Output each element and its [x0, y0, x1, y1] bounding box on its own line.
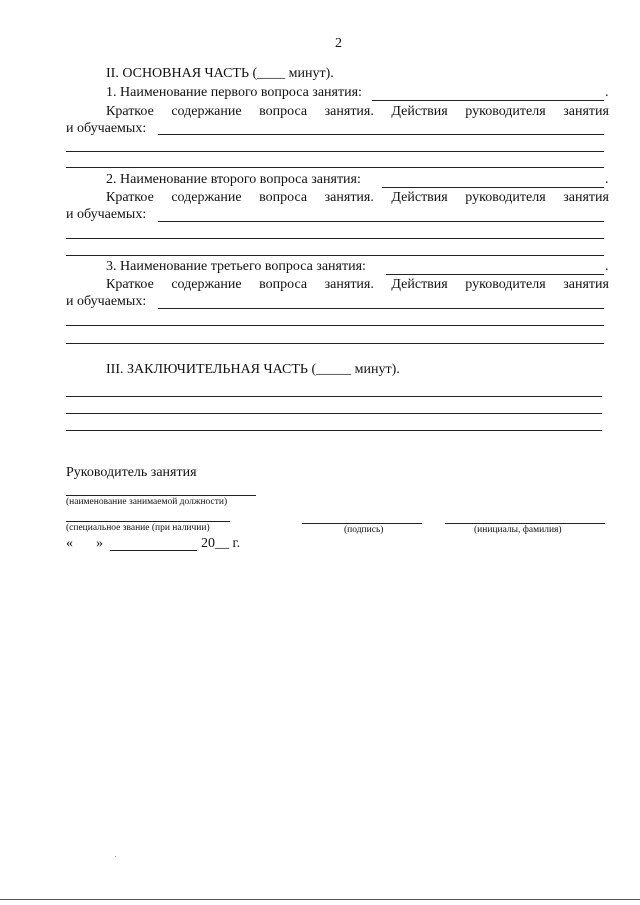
- question-1-content-field-line-2[interactable]: [66, 151, 604, 152]
- question-1-word-4: занятия.: [324, 104, 374, 119]
- final-part-field-line-1[interactable]: [66, 396, 602, 397]
- date-month-field[interactable]: [110, 550, 197, 551]
- question-2-word-3: вопроса: [259, 190, 308, 205]
- signature-title: Руководитель занятия: [66, 465, 197, 480]
- date-open-quote: «: [66, 536, 73, 551]
- question-2-content-field-line-1[interactable]: [158, 221, 604, 222]
- question-2-word-7: занятия: [563, 190, 609, 205]
- question-3-end-mark: .: [605, 259, 609, 274]
- question-2-word-4: занятия.: [324, 190, 374, 205]
- question-3-word-3: вопроса: [259, 277, 308, 292]
- question-2-word-2: содержание: [171, 190, 242, 205]
- question-3-word-7: занятия: [563, 277, 609, 292]
- main-part-heading-prefix: II. ОСНОВНАЯ ЧАСТЬ (: [106, 66, 258, 81]
- date-close-quote: »: [96, 536, 103, 551]
- question-1-word-1: Краткое: [106, 104, 154, 119]
- final-part-heading-prefix: III. ЗАКЛЮЧИТЕЛЬНАЯ ЧАСТЬ (: [106, 362, 317, 377]
- page-bottom-edge: [0, 899, 640, 900]
- main-part-heading-suffix: минут).: [285, 66, 334, 81]
- signature-caption: (подпись): [344, 525, 384, 535]
- question-1-word-6: руководителя: [465, 104, 546, 119]
- question-3-content-field-line-2[interactable]: [66, 325, 604, 326]
- question-1-content-field-line-3[interactable]: [66, 167, 604, 168]
- main-part-heading: [106, 66, 334, 82]
- question-3-word-2: содержание: [171, 277, 242, 292]
- question-1-content-field-line-1[interactable]: [158, 134, 604, 135]
- question-1-word-5: Действия: [391, 104, 448, 119]
- question-1-name-field[interactable]: [372, 100, 604, 101]
- rank-field[interactable]: [66, 521, 230, 522]
- question-2-name-label: 2. Наименование второго вопроса занятия:: [106, 172, 361, 187]
- signature-field[interactable]: [302, 523, 422, 524]
- page-number: 2: [335, 36, 342, 51]
- initials-field[interactable]: [445, 523, 605, 524]
- final-part-minutes-blank[interactable]: _____: [316, 362, 352, 377]
- question-3-name-label: 3. Наименование третьего вопроса занятия:: [106, 259, 366, 274]
- question-3-word-6: руководителя: [465, 277, 546, 292]
- question-2-name-field[interactable]: [382, 187, 604, 188]
- question-2-word-6: руководителя: [465, 190, 546, 205]
- final-part-heading-suffix: минут).: [351, 362, 400, 377]
- question-1-word-3: вопроса: [259, 104, 308, 119]
- question-3-word-5: Действия: [391, 277, 448, 292]
- question-1-continuation: и обучаемых:: [66, 121, 147, 136]
- question-2-content-field-line-2[interactable]: [66, 238, 604, 239]
- question-1-word-2: содержание: [171, 104, 242, 119]
- question-3-word-1: Краткое: [106, 277, 154, 292]
- question-3-continuation: и обучаемых:: [66, 294, 147, 309]
- final-part-heading: [106, 362, 400, 378]
- question-2-word-5: Действия: [391, 190, 448, 205]
- position-field[interactable]: [66, 495, 256, 496]
- question-2-content-field-line-3[interactable]: [66, 255, 604, 256]
- question-2-continuation: и обучаемых:: [66, 207, 147, 222]
- final-part-field-line-2[interactable]: [66, 413, 602, 414]
- question-3-word-4: занятия.: [324, 277, 374, 292]
- question-2-content-label: [106, 190, 609, 206]
- question-1-name-label: 1. Наименование первого вопроса занятия:: [106, 85, 362, 100]
- question-1-end-mark: .: [605, 85, 609, 100]
- question-2-end-mark: .: [605, 172, 609, 187]
- question-2-word-1: Краткое: [106, 190, 154, 205]
- main-part-minutes-blank[interactable]: ____: [257, 66, 286, 81]
- question-3-content-label: [106, 277, 609, 293]
- final-part-field-line-3[interactable]: [66, 430, 602, 431]
- question-1-content-label: [106, 104, 609, 120]
- question-3-content-field-line-3[interactable]: [66, 343, 604, 344]
- date-year: 20__ г.: [201, 536, 241, 551]
- rank-caption: (специальное звание (при наличии): [66, 523, 210, 533]
- initials-caption: (инициалы, фамилия): [474, 525, 562, 535]
- scan-speck: [115, 856, 116, 857]
- question-3-name-field[interactable]: [386, 274, 604, 275]
- question-3-content-field-line-1[interactable]: [158, 308, 604, 309]
- question-1-word-7: занятия: [563, 104, 609, 119]
- position-caption: (наименование занимаемой должности): [66, 497, 228, 507]
